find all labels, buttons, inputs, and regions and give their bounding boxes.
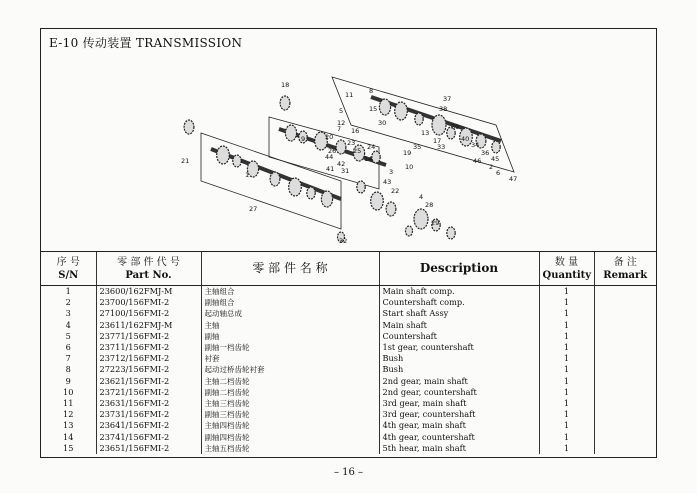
- callout-number: 21: [181, 157, 190, 165]
- callout-number: 44: [325, 153, 334, 161]
- cell-remark: [594, 387, 656, 398]
- callout-number: 45: [491, 155, 500, 163]
- cell-quantity: 1: [539, 308, 594, 319]
- table-row: [41, 342, 656, 353]
- cell-quantity: 1: [539, 443, 594, 454]
- cell-part-no: 27223/156FMI-2: [96, 364, 201, 375]
- cell-name-cn: 主轴四档齿轮: [201, 420, 379, 431]
- callout-number: 47: [509, 175, 518, 183]
- table-row: [41, 443, 656, 454]
- cell-description: 3rd gear, countershaft: [379, 409, 539, 420]
- callout-number: 23: [347, 139, 356, 147]
- table-row: [41, 286, 656, 298]
- cell-quantity: 1: [539, 376, 594, 387]
- gear-part: [217, 146, 230, 164]
- callout-number: 15: [369, 105, 378, 113]
- cell-quantity: 1: [539, 331, 594, 342]
- cell-sn: 6: [65, 342, 71, 353]
- table-row: [41, 331, 656, 342]
- callout-number: 8: [369, 87, 374, 95]
- cell-name-cn: 衬套: [201, 353, 379, 364]
- callout-number: 2: [489, 163, 494, 171]
- gear-part: [447, 227, 455, 239]
- page-number: – 16 –: [333, 467, 364, 478]
- table-row: [41, 420, 656, 431]
- cell-remark: [594, 431, 656, 442]
- gear-part: [289, 178, 302, 196]
- cell-quantity: 1: [539, 387, 594, 398]
- cell-part-no: 23712/156FMI-2: [96, 353, 201, 364]
- cell-sn: 4: [65, 319, 71, 330]
- callout-number: 12: [337, 119, 346, 127]
- cell-part-no: 23771/156FMI-2: [96, 331, 201, 342]
- cell-description: Main shaft: [379, 320, 539, 331]
- callout-number: 39: [451, 123, 460, 131]
- parts-table: [41, 251, 656, 454]
- gear-part: [321, 191, 332, 207]
- callout-number: 43: [383, 178, 392, 186]
- cell-sn: 3: [65, 308, 71, 319]
- cell-name-cn: 副轴一档齿轮: [201, 342, 379, 353]
- cell-description: Countershaft: [379, 331, 539, 342]
- cell-name-cn: 副轴四档齿轮: [201, 431, 379, 442]
- document-frame: [40, 28, 657, 458]
- cell-quantity: 1: [539, 286, 594, 298]
- cell-sn: 15: [63, 442, 74, 453]
- cell-part-no: 23711/156FMI-2: [96, 342, 201, 353]
- table-row: [41, 308, 656, 319]
- gear-part: [379, 99, 390, 115]
- cell-name-cn: 副轴: [201, 331, 379, 342]
- callout-number: 35: [413, 143, 422, 151]
- cell-description: 5th hear, main shaft: [379, 443, 539, 454]
- callout-number: 29: [431, 219, 440, 227]
- cell-name-cn: 副轴三档齿轮: [201, 409, 379, 420]
- gear-part: [432, 115, 446, 135]
- cell-description: 4th gear, main shaft: [379, 420, 539, 431]
- cell-part-no: 23731/156FMI-2: [96, 409, 201, 420]
- callout-number: 1: [245, 171, 250, 179]
- table-row: [41, 409, 656, 420]
- callout-number: 24: [367, 143, 376, 151]
- callout-number: 40: [461, 135, 470, 143]
- cell-remark: [594, 398, 656, 409]
- callout-number: 6: [496, 169, 501, 177]
- gear-part: [406, 226, 413, 236]
- cell-description: Bush: [379, 353, 539, 364]
- cell-sn: 12: [63, 409, 74, 420]
- gear-part: [415, 113, 423, 125]
- gear-part: [414, 209, 428, 229]
- callout-number: 42: [337, 160, 346, 168]
- callout-number: 11: [345, 91, 354, 99]
- cell-name-cn: 主轴: [201, 320, 379, 331]
- cell-quantity: 1: [539, 420, 594, 431]
- exploded-diagram: [41, 29, 658, 251]
- cell-name-cn: 副轴二档齿轮: [201, 387, 379, 398]
- gear-part: [395, 102, 408, 120]
- callout-number: 5: [339, 107, 344, 115]
- cell-name-cn: 副轴组合: [201, 297, 379, 308]
- gear-part: [270, 172, 280, 186]
- callout-number: 41: [326, 165, 335, 173]
- cell-remark: [594, 443, 656, 454]
- cell-quantity: 1: [539, 342, 594, 353]
- cell-sn: 13: [63, 420, 74, 431]
- col-header-sn: 序 号 S/N: [41, 252, 96, 286]
- callout-number: 32: [339, 237, 348, 245]
- gear-part: [336, 140, 346, 154]
- cell-sn: 2: [65, 297, 71, 308]
- callout-number: 10: [405, 163, 414, 171]
- callout-number: 31: [341, 167, 350, 175]
- table-row: [41, 398, 656, 409]
- cell-remark: [594, 297, 656, 308]
- cell-part-no: 23641/156FMI-2: [96, 420, 201, 431]
- gear-part: [184, 120, 194, 134]
- callout-number: 20: [325, 133, 334, 141]
- table-row: [41, 364, 656, 375]
- cell-description: Countershaft comp.: [379, 297, 539, 308]
- callout-number: 26: [328, 147, 337, 155]
- callout-number: 7: [337, 125, 342, 133]
- cell-description: 2nd gear, countershaft: [379, 387, 539, 398]
- callout-number: 9: [301, 135, 306, 143]
- cell-name-cn: 主轴二档齿轮: [201, 376, 379, 387]
- cell-remark: [594, 376, 656, 387]
- cell-remark: [594, 308, 656, 319]
- cell-remark: [594, 286, 656, 298]
- callout-number: 34: [471, 141, 480, 149]
- cell-sn: 1: [65, 286, 71, 297]
- cell-description: Bush: [379, 364, 539, 375]
- table-row: [41, 387, 656, 398]
- gear-part: [233, 155, 241, 167]
- callout-number: 25: [353, 147, 362, 155]
- col-header-part-no: 零 部 件 代 号 Part No.: [96, 252, 201, 286]
- cell-description: 1st gear, countershaft: [379, 342, 539, 353]
- table-row: [41, 376, 656, 387]
- col-header-description: Description: [379, 252, 539, 286]
- callout-number: 16: [351, 127, 360, 135]
- gear-part: [357, 181, 365, 193]
- cell-remark: [594, 364, 656, 375]
- callout-number: 28: [425, 201, 434, 209]
- cell-sn: 14: [63, 431, 74, 442]
- col-header-quantity: 数 量 Quantity: [539, 252, 594, 286]
- cell-part-no: 27100/156FMI-2: [96, 308, 201, 319]
- gear-part: [285, 125, 296, 141]
- cell-description: 3rd gear, main shaft: [379, 398, 539, 409]
- table-row: [41, 320, 656, 331]
- callout-number: 17: [433, 137, 442, 145]
- cell-remark: [594, 420, 656, 431]
- cell-name-cn: 主轴五档齿轮: [201, 443, 379, 454]
- cell-sn: 11: [63, 397, 74, 408]
- cell-sn: 10: [63, 386, 74, 397]
- callout-number: 37: [443, 95, 452, 103]
- callout-number: 30: [378, 119, 387, 127]
- transmission-exploded-view: [41, 29, 658, 251]
- cell-sn: 5: [65, 330, 71, 341]
- table-header-row: [41, 252, 656, 286]
- gear-part: [307, 187, 315, 199]
- cell-remark: [594, 353, 656, 364]
- callout-number: 18: [281, 81, 290, 89]
- col-header-remark: 备 注 Remark: [594, 252, 656, 286]
- cell-part-no: 23651/156FMI-2: [96, 443, 201, 454]
- cell-quantity: 1: [539, 398, 594, 409]
- cell-sn: 9: [65, 375, 71, 386]
- callout-number: 38: [439, 105, 448, 113]
- cell-quantity: 1: [539, 364, 594, 375]
- page-title: E-10 传动装置 TRANSMISSION: [49, 36, 243, 50]
- cell-quantity: 1: [539, 353, 594, 364]
- cell-remark: [594, 331, 656, 342]
- callout-number: 19: [403, 149, 412, 157]
- callout-number: 27: [249, 205, 258, 213]
- table-row: [41, 353, 656, 364]
- callout-labels: [181, 81, 517, 245]
- cell-sn: 8: [65, 364, 71, 375]
- callout-number: 46: [473, 157, 482, 165]
- gear-part: [386, 202, 396, 216]
- cell-quantity: 1: [539, 297, 594, 308]
- cell-quantity: 1: [539, 320, 594, 331]
- cell-name-cn: 主轴三档齿轮: [201, 398, 379, 409]
- callout-number: 13: [421, 129, 430, 137]
- gear-part: [372, 151, 380, 163]
- gear-part: [492, 141, 500, 153]
- callout-number: 33: [437, 143, 446, 151]
- callout-number: 14: [364, 155, 373, 163]
- callout-number: 4: [419, 193, 424, 201]
- cell-name-cn: 起动轴总成: [201, 308, 379, 319]
- callout-number: 3: [389, 168, 394, 176]
- cell-remark: [594, 342, 656, 353]
- cell-name-cn: 起动过桥齿轮衬套: [201, 364, 379, 375]
- col-header-name-cn: 零 部 件 名 称: [201, 252, 379, 286]
- cell-description: 2nd gear, main shaft: [379, 376, 539, 387]
- gear-part: [280, 96, 290, 110]
- table-row: [41, 431, 656, 442]
- cell-sn: 7: [65, 353, 71, 364]
- cell-part-no: 23721/156FMI-2: [96, 387, 201, 398]
- cell-part-no: 23600/162FMJ-M: [96, 286, 201, 298]
- cell-remark: [594, 409, 656, 420]
- cell-part-no: 23631/156FMI-2: [96, 398, 201, 409]
- cell-part-no: 23621/156FMI-2: [96, 376, 201, 387]
- cell-remark: [594, 320, 656, 331]
- cell-name-cn: 主轴组合: [201, 286, 379, 298]
- table-row: [41, 297, 656, 308]
- callout-number: 22: [391, 187, 400, 195]
- cell-description: Main shaft comp.: [379, 286, 539, 298]
- cell-description: 4th gear, countershaft: [379, 431, 539, 442]
- cell-part-no: 23700/156FMI-2: [96, 297, 201, 308]
- cell-part-no: 23611/162FMJ-M: [96, 320, 201, 331]
- cell-part-no: 23741/156FMI-2: [96, 431, 201, 442]
- cell-quantity: 1: [539, 409, 594, 420]
- cell-description: Start shaft Assy: [379, 308, 539, 319]
- callout-number: 36: [481, 149, 490, 157]
- gear-part: [371, 192, 384, 210]
- cell-quantity: 1: [539, 431, 594, 442]
